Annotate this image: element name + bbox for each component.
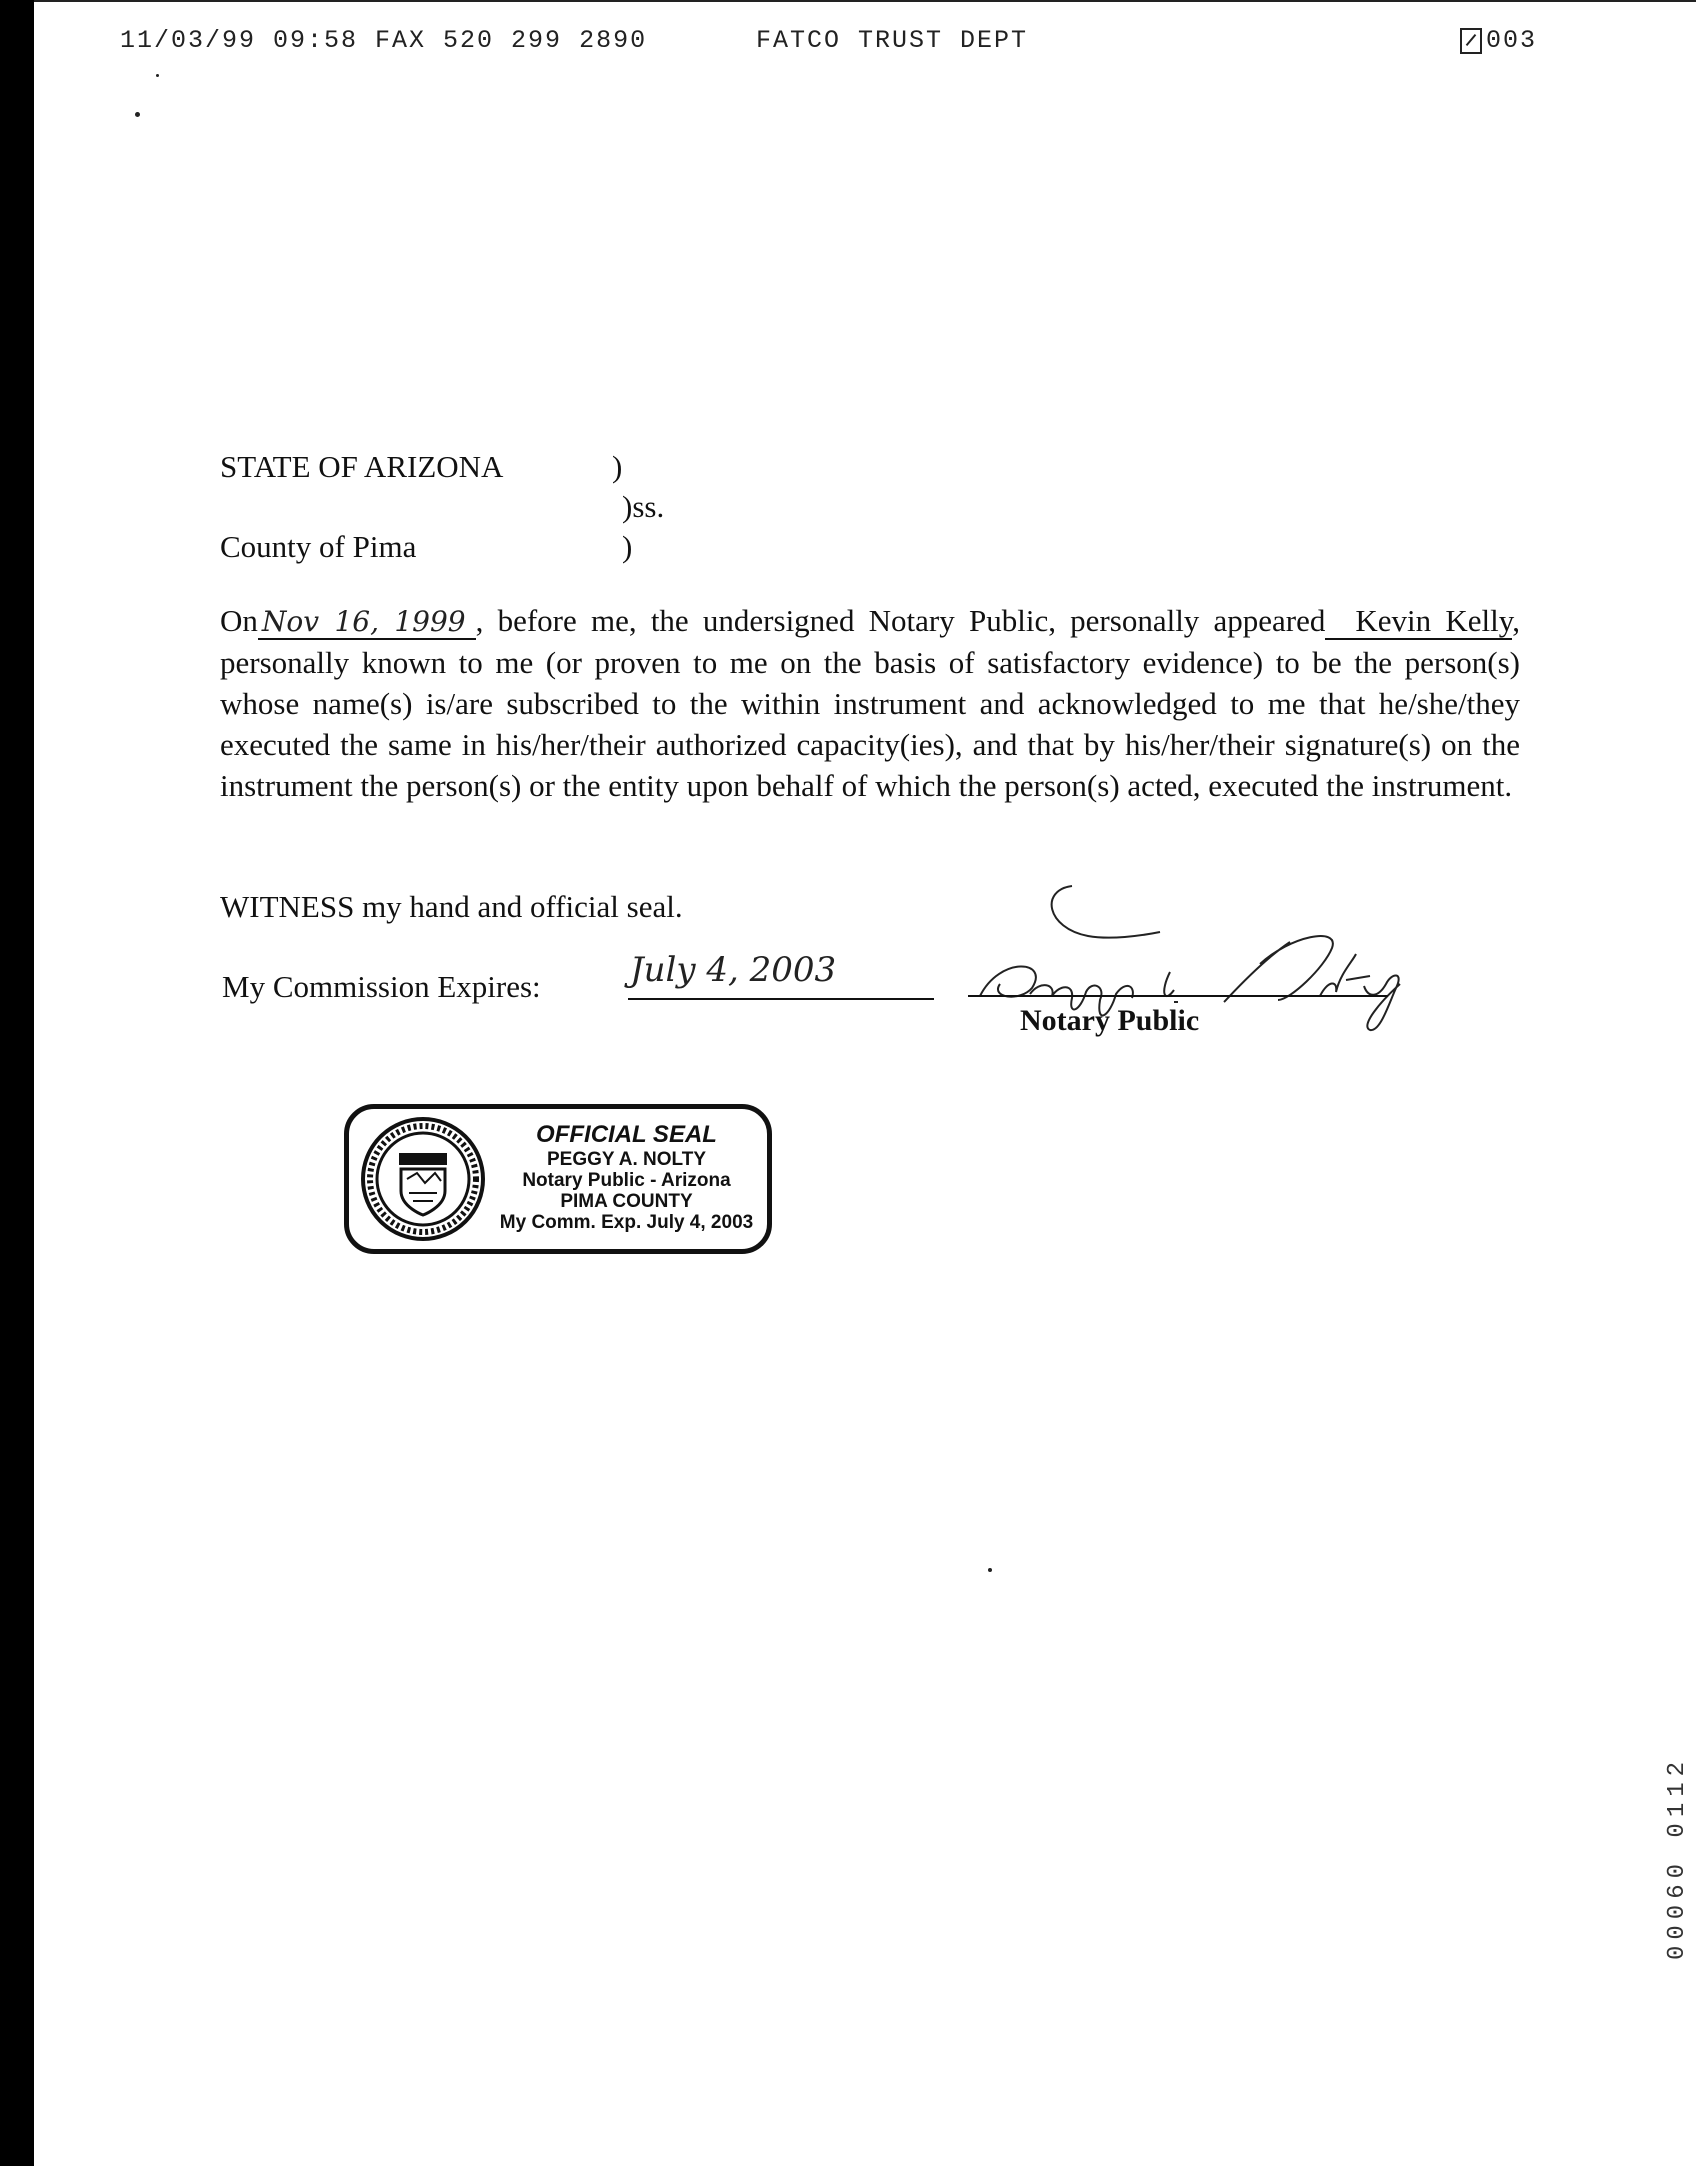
handwritten-commission-date: July 4, 2003 bbox=[630, 950, 837, 990]
scan-speck bbox=[135, 112, 140, 117]
before-me-text: , before me, the undersigned Notary Public, personally appeared bbox=[475, 603, 1326, 638]
on-word: On bbox=[220, 603, 258, 638]
commission-date-line bbox=[628, 998, 934, 1000]
venue-ss: )ss. bbox=[622, 489, 665, 524]
seal-notary-role: Notary Public - Arizona bbox=[522, 1170, 731, 1191]
appeared-name: Kevin Kelly bbox=[1325, 603, 1512, 640]
scan-speck bbox=[156, 74, 159, 77]
witness-statement: WITNESS my hand and official seal. bbox=[220, 889, 683, 924]
seal-commission-expiry: My Comm. Exp. July 4, 2003 bbox=[499, 1212, 754, 1233]
fax-header-page bbox=[1460, 26, 1537, 55]
official-seal-stamp bbox=[344, 1104, 772, 1254]
venue-paren-bottom: ) bbox=[622, 529, 633, 564]
state-seal-emblem-icon bbox=[359, 1115, 487, 1243]
seal-county: PIMA COUNTY bbox=[560, 1191, 693, 1212]
commission-label: My Commission Expires: bbox=[222, 969, 541, 1004]
bates-stamp: 00060 0112 bbox=[1664, 1755, 1691, 1960]
scan-dot bbox=[988, 1568, 992, 1572]
page-box-icon bbox=[1460, 28, 1482, 54]
venue-state: STATE OF ARIZONA bbox=[220, 449, 504, 484]
handwritten-acknowledgment-date: Nov 16, 1999 bbox=[258, 605, 476, 640]
signature-line bbox=[968, 995, 1388, 997]
seal-notary-name: PEGGY A. NOLTY bbox=[546, 1149, 707, 1170]
fax-page-number: 003 bbox=[1486, 26, 1538, 55]
notary-public-label: Notary Public bbox=[1020, 1004, 1200, 1037]
scan-top-edge bbox=[34, 0, 1696, 2]
acknowledgment-paragraph bbox=[220, 600, 1520, 806]
seal-title: OFFICIAL SEAL bbox=[536, 1121, 717, 1148]
acknowledgment-body: , personally known to me (or proven to me on the basis of satisfactory evidence) to be the person(s) whose name(s) is/are subscribed to the within instrument and acknowledged to me that he/she/they executed the same in his/her/their authorized capacity(ies), and that by his/her/their signature(s) on the instrument the person(s) or the entity upon behalf of which the person(s) acted, executed the instrument. bbox=[220, 603, 1521, 803]
venue-county: County of Pima bbox=[220, 529, 417, 564]
fax-header-department: FATCO TRUST DEPT bbox=[756, 26, 1029, 55]
venue-paren-top: ) bbox=[612, 449, 623, 484]
fax-header-sender: 11/03/99 09:58 FAX 520 299 2890 bbox=[120, 26, 648, 55]
scan-left-border bbox=[0, 0, 34, 2166]
